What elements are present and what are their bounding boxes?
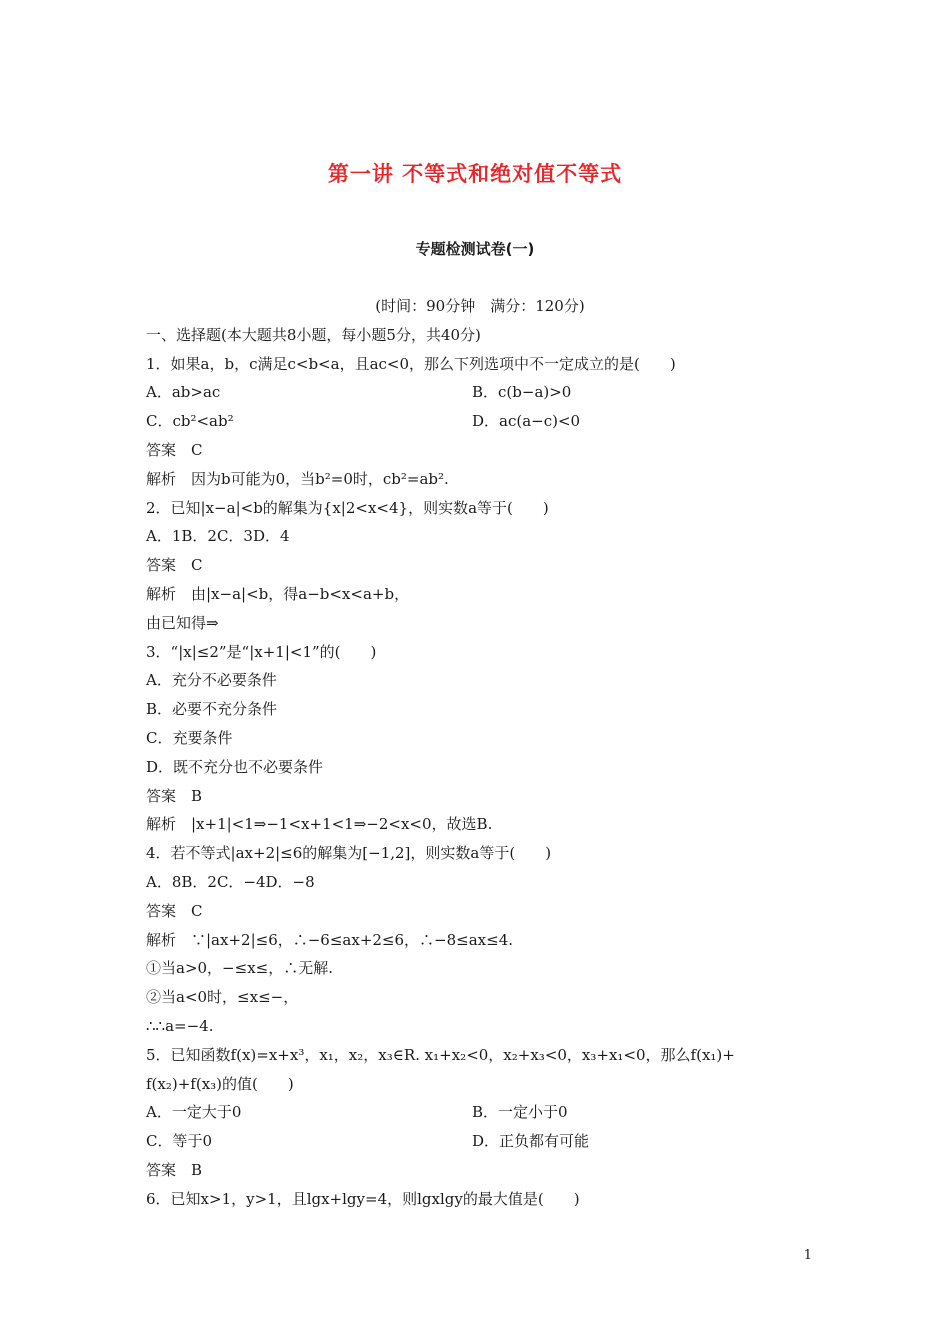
option-row: [146, 407, 814, 436]
text-line: 由已知得⇒: [146, 613, 219, 632]
option-text: D．ac(a−c)<0: [472, 412, 581, 431]
option-text: D．正负都有可能: [472, 1132, 590, 1151]
text-line: 3．“|x|≤2”是“|x+1|<1”的( ): [146, 642, 377, 661]
option-row: [146, 1127, 814, 1156]
text-line: ②当a<0时，≤x≤−，: [146, 988, 299, 1007]
text-line: D．既不充分也不必要条件: [146, 757, 324, 776]
text-line: 1．如果a，b，c满足c<b<a，且ac<0，那么下列选项中不一定成立的是( ): [146, 354, 676, 373]
text-line: 4．若不等式|ax+2|≤6的解集为[−1,2]，则实数a等于( ): [146, 844, 552, 863]
text-line: ①当a>0，−≤x≤，∴无解.: [146, 959, 333, 978]
text-line: ∴∴a=−4.: [146, 1016, 214, 1035]
text-line: 解析 由|x−a|<b，得a−b<x<a+b，: [146, 584, 410, 603]
text-line: A．1B．2C．3D．4: [146, 527, 290, 546]
text-line: 解析 ∵|ax+2|≤6，∴−6≤ax+2≤6，∴−8≤ax≤4.: [146, 930, 514, 949]
text-line: B．必要不充分条件: [146, 700, 278, 719]
page-subtitle: 专题检测试卷(一): [415, 240, 535, 258]
document-body: [146, 292, 814, 1214]
text-line: 解析 因为b可能为0，当b²=0时，cb²=ab².: [146, 469, 449, 488]
text-line: 答案 C: [146, 901, 203, 920]
option-text: B．c(b−a)>0: [472, 383, 572, 402]
option-text: B．一定小于0: [472, 1103, 568, 1122]
option-text: C．等于0: [146, 1132, 213, 1151]
text-line: 答案 B: [146, 1160, 203, 1179]
text-line: 答案 C: [146, 556, 203, 575]
text-line: 答案 B: [146, 786, 203, 805]
text-line: (时间：90分钟 满分：120分): [375, 297, 585, 315]
page-title: 第一讲 不等式和绝对值不等式: [327, 162, 623, 186]
text-line: A．8B．2C．−4D．−8: [146, 872, 315, 891]
text-line: C．充要条件: [146, 728, 233, 747]
text-line: 解析 |x+1|<1⇒−1<x+1<1⇒−2<x<0，故选B.: [146, 815, 493, 834]
option-row: [146, 1098, 814, 1127]
text-line: 5．已知函数f(x)=x+x³，x₁，x₂，x₃∈R. x₁+x₂<0，x₂+x₃<0，x₃+x₁<0，那么f(x₁)+: [146, 1045, 735, 1064]
text-line: A．充分不必要条件: [146, 671, 277, 690]
text-line: 一、选择题(本大题共8小题，每小题5分，共40分): [146, 325, 481, 344]
text-line: 6．已知x>1，y>1，且lgx+lgy=4，则lgxlgy的最大值是( ): [146, 1189, 580, 1208]
option-text: A．一定大于0: [146, 1103, 242, 1122]
page-number: 1: [803, 1248, 812, 1263]
text-line: 2．已知|x−a|<b的解集为{x|2<x<4}，则实数a等于( ): [146, 498, 549, 517]
option-text: A．ab>ac: [146, 383, 221, 402]
option-row: [146, 378, 814, 407]
text-line: f(x₂)+f(x₃)的值( ): [146, 1074, 294, 1093]
text-line: 答案 C: [146, 440, 203, 459]
option-text: C．cb²<ab²: [146, 412, 234, 431]
